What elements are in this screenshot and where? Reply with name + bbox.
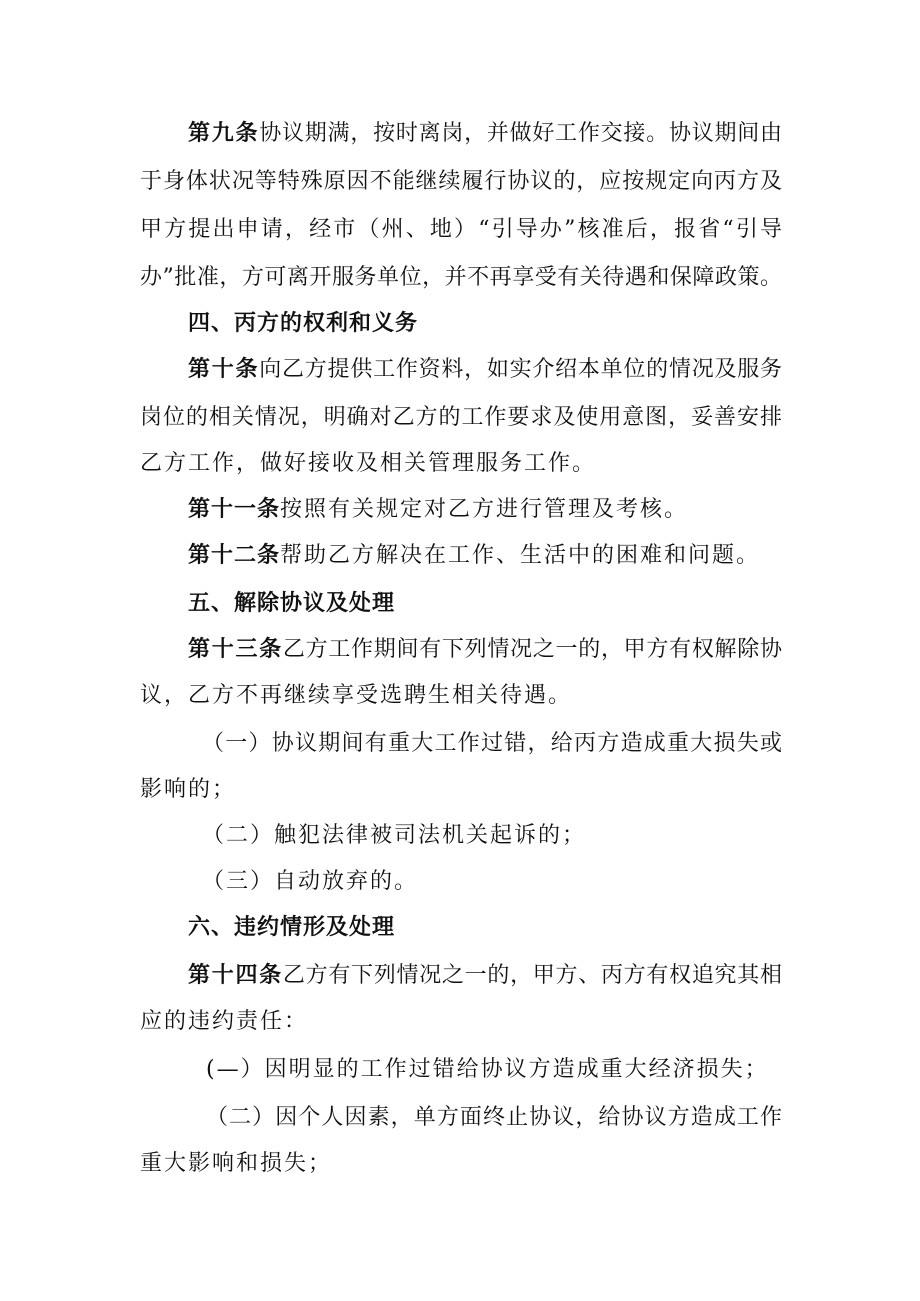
article-14-item-2-line-2: 重大影响和损失； — [140, 1151, 333, 1176]
article-9-label: 第九条 — [188, 121, 260, 146]
article-11-text: 按照有关规定对乙方进行管理及考核。 — [280, 497, 689, 522]
article-9-line-1 — [140, 118, 782, 150]
article-13-item-2: （二）触犯法律被司法机关起诉的； — [202, 823, 587, 848]
article-13-label: 第十三条 — [188, 637, 283, 662]
article-14-text-1: 乙方有下列情况之一的，甲方、丙方有权追究其相 — [282, 963, 782, 988]
article-14-label: 第十四条 — [188, 963, 283, 988]
article-13-item-1-line-2: 影响的； — [140, 777, 237, 802]
article-10-label: 第十条 — [188, 357, 260, 382]
article-9-line-2: 于身体状况等特殊原因不能继续履行协议的，应按规定向丙方及 — [140, 169, 782, 194]
article-10-line-2: 岗位的相关情况，明确对乙方的工作要求及使用意图，妥善安排 — [140, 405, 782, 430]
article-14-item-1: (—）因明显的工作过错给协议方造成重大经济损失； — [206, 1057, 769, 1082]
article-9-line-4: 办”批准，方可离开服务单位，并不再享受有关待遇和保障政策。 — [140, 265, 782, 290]
article-11-line — [188, 494, 688, 526]
article-13-item-3: （三）自动放弃的。 — [202, 869, 419, 894]
article-9-text-1: 协议期满，按时离岗，并做好工作交接。协议期间由 — [259, 121, 782, 146]
section-5-heading: 五、解除协议及处理 — [188, 591, 396, 616]
article-13-line-2: 议，乙方不再继续享受选聘生相关待遇。 — [140, 683, 573, 708]
article-12-text: 帮助乙方解决在工作、生活中的困难和问题。 — [280, 543, 761, 568]
section-6-heading: 六、违约情形及处理 — [188, 915, 396, 940]
article-9-line-3: 甲方提出申请，经市（州、地）“引导办”核准后，报省“引导 — [140, 217, 782, 242]
article-10-text-1: 向乙方提供工作资料，如实介绍本单位的情况及服务 — [259, 357, 782, 382]
article-13-line-1 — [140, 634, 782, 666]
article-10-line-3: 乙方工作，做好接收及相关管理服务工作。 — [140, 451, 597, 476]
article-11-label: 第十一条 — [188, 497, 281, 522]
article-14-line-2: 应的违约责任： — [140, 1009, 309, 1034]
article-14-line-1 — [140, 960, 782, 992]
article-13-item-1-line-1: （一）协议期间有重大工作过错，给丙方造成重大损失或 — [202, 731, 782, 756]
article-10-line-1 — [140, 354, 782, 386]
section-4-heading: 四、丙方的权利和义务 — [188, 311, 419, 336]
article-13-text-1: 乙方工作期间有下列情况之一的，甲方有权解除协 — [282, 637, 782, 662]
article-12-label: 第十二条 — [188, 543, 281, 568]
article-12-line — [188, 540, 760, 572]
article-14-item-2-line-1: （二）因个人因素，单方面终止协议，给协议方造成工作 — [206, 1105, 782, 1130]
